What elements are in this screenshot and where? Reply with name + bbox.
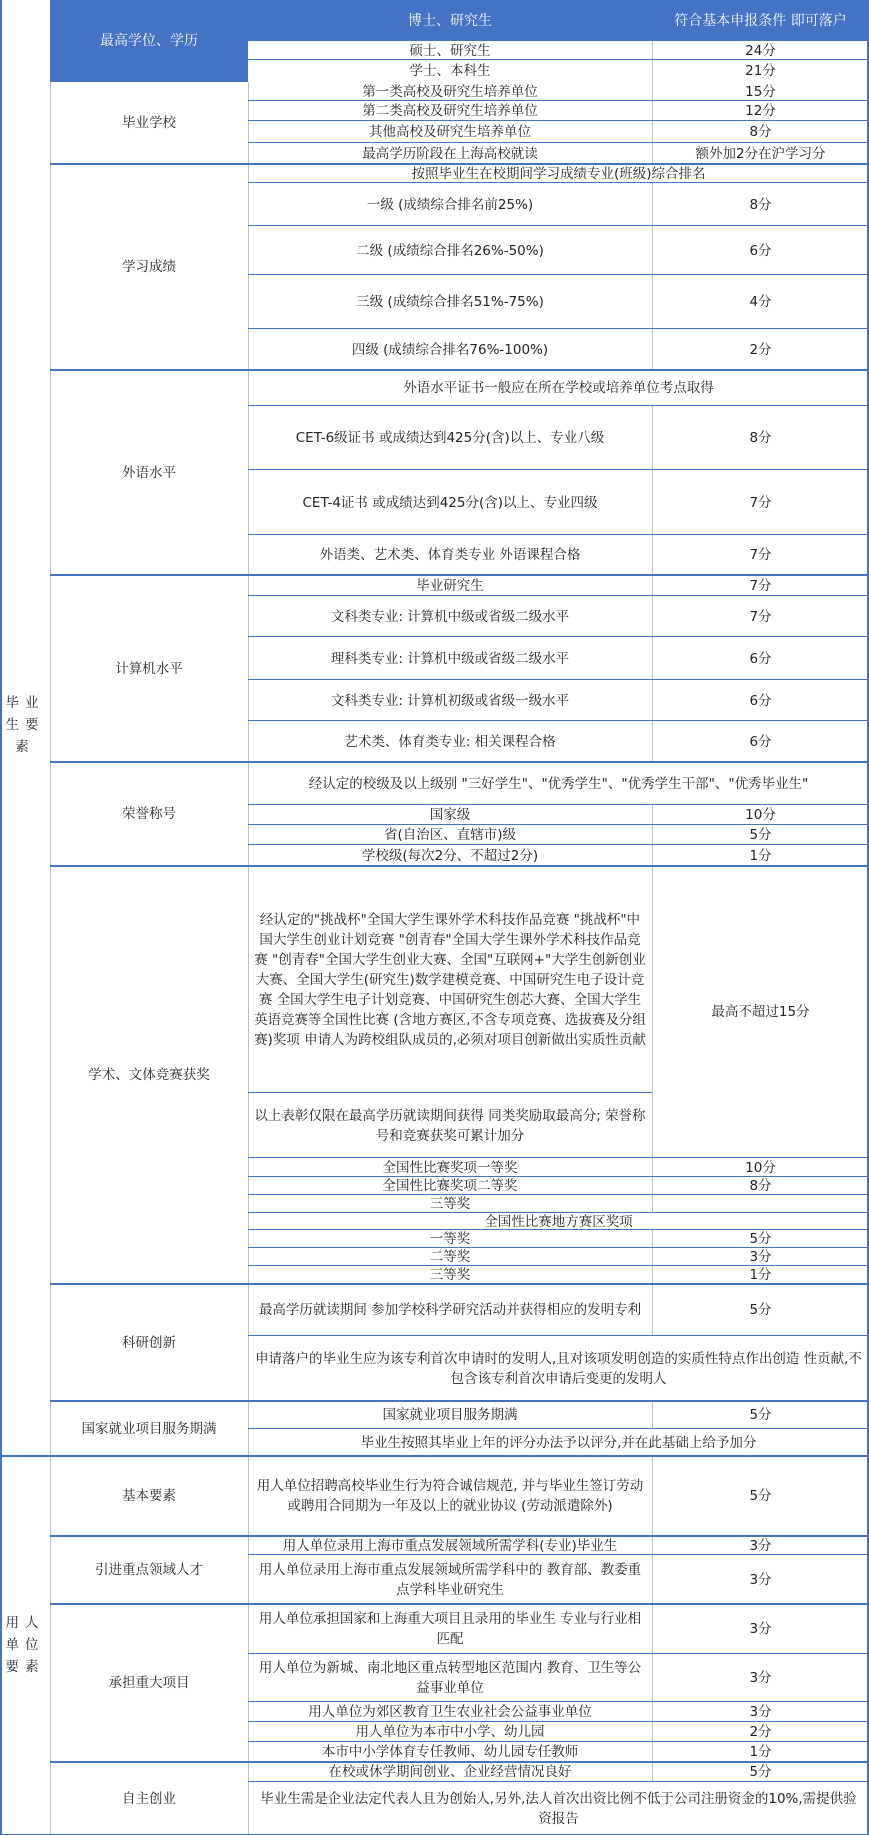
school-desc: 第一类高校及研究生培养单位 (362, 83, 538, 100)
research-score: 5分 (749, 1302, 772, 1318)
research-desc: 最高学历就读期间 参加学校科学研究活动并获得相应的发明专利 (258, 1302, 642, 1318)
contest-regional-score: 5分 (749, 1231, 772, 1247)
language-desc: CET-6级证书 或成绩达到425分(含)以上、专业八级 (295, 430, 605, 446)
talent-desc: 用人单位录用上海市重点发展领域所需学科中的 教育部、教委重点学科毕业研究生 (258, 1561, 642, 1598)
category-school: 毕业学校 (122, 115, 176, 131)
contest-national-desc: 三等奖 (429, 1196, 471, 1212)
computer-desc: 理科类专业: 计算机中级或省级二级水平 (330, 650, 570, 667)
header-desc-master: 硕士、研究生 (409, 42, 491, 59)
computer-score: 6分 (749, 650, 772, 667)
contest-cap: 最高不超过15分 (711, 1004, 810, 1020)
grades-note: 按照毕业生在校期间学习成绩专业(班级)综合排名 (411, 165, 706, 182)
category-project: 承担重大项目 (108, 1675, 190, 1691)
honor-score: 10分 (745, 807, 776, 823)
contest-regional-desc: 三等奖 (429, 1267, 471, 1283)
project-desc: 本市中小学体育专任教师、幼儿园专任教师 (321, 1744, 579, 1760)
project-desc: 用人单位为郊区教育卫生农业社会公益事业单位 (308, 1704, 592, 1720)
honor-score: 1分 (749, 847, 772, 864)
basic-desc: 用人单位招聘高校毕业生行为符合诚信规范, 并与毕业生签订劳动或聘用合同期为一年及以上的就业协议 (劳动派遣除外) (256, 1478, 644, 1514)
language-desc: CET-4证书 或成绩达到425分(含)以上、专业四级 (302, 494, 598, 511)
contest-national-score (652, 1195, 869, 1213)
grades-desc: 一级 (成绩综合排名前25%) (366, 196, 534, 213)
contest-regional-title: 全国性比赛地方赛区奖项 (484, 1213, 633, 1230)
language-score: 7分 (749, 494, 772, 511)
grades-score: 2分 (749, 341, 772, 358)
project-desc: 用人单位为本市中小学、幼儿园 (355, 1724, 545, 1740)
honor-desc: 省(自治区、直辖市)级 (383, 827, 517, 843)
contest-regional-desc: 一等奖 (429, 1231, 471, 1247)
service-score: 5分 (749, 1407, 772, 1423)
section-graduate-factors: 毕业生要素 (5, 695, 45, 755)
grades-desc: 四级 (成绩综合排名76%-100%) (351, 341, 549, 358)
language-score: 7分 (749, 547, 772, 563)
grades-score: 6分 (749, 242, 772, 259)
talent-score: 3分 (749, 1537, 772, 1554)
school-score: 额外加2分在沪学习分 (695, 145, 826, 162)
computer-desc: 毕业研究生 (416, 577, 484, 594)
talent-score: 3分 (749, 1571, 772, 1588)
category-language: 外语水平 (122, 464, 176, 481)
startup-desc: 在校或休学期间创业、企业经营情况良好 (328, 1764, 572, 1780)
service-note: 毕业生按照其毕业上年的评分办法予以评分,并在此基础上给予加分 (360, 1434, 757, 1451)
honor-note: 经认定的校级及以上级别 "三好学生"、"优秀学生"、"优秀学生干部"、"优秀毕业生" (308, 775, 809, 792)
contest-intro: 经认定的"挑战杯"全国大学生课外学术科技作品竞赛 "挑战杯"中国大学生创业计划竞赛 "创青春"全国大学生课外学术科技作品竞赛 "创青春"全国大学生创业大赛、全国"互联网+"大学生创新创业大赛、全国大学生(研究生)数学建模竞赛、中国研究生电子设计竞赛 全国大学生电子计划竞赛、中国研究生创芯大赛、全国大学生英语竞赛等全国性比赛 (含地方赛区,不含专项竞赛、选拔赛及分组赛)奖项 申请人为跨校组队成员的,必须对项目创新做出实质性贡献 (254, 911, 646, 1048)
computer-desc: 文科类专业: 计算机初级或省级一级水平 (330, 692, 570, 709)
computer-score: 7分 (749, 608, 772, 625)
grades-desc: 二级 (成绩综合排名26%-50%) (356, 242, 544, 259)
header-score-master: 24分 (745, 42, 776, 59)
section-employer-factors: 用人单位要素 (5, 1615, 45, 1675)
computer-score: 6分 (749, 692, 772, 709)
school-score: 12分 (745, 103, 776, 119)
contest-note: 以上表彰仅限在最高学历就读期间获得 同类奖励取最高分; 荣誉称号和竞赛获奖可累计加分 (254, 1107, 646, 1144)
category-research: 科研创新 (122, 1334, 176, 1351)
honor-desc: 国家级 (429, 807, 471, 823)
startup-score: 5分 (749, 1764, 772, 1780)
language-note: 外语水平证书一般应在所在学校或培养单位考点取得 (403, 380, 714, 396)
header-desc-bachelor: 学士、本科生 (409, 63, 491, 79)
header-score-bachelor: 21分 (745, 63, 776, 79)
header-desc-phd: 博士、研究生 (248, 0, 652, 41)
header-category: 最高学位、学历 (50, 0, 248, 82)
contest-national-score: 8分 (749, 1178, 772, 1194)
contest-national-score: 10分 (745, 1159, 776, 1176)
category-contest: 学术、文体竞赛获奖 (88, 1067, 210, 1083)
research-note: 申请落户的毕业生应为该专利首次申请时的发明人,且对该项发明创造的实质性特点作出创造 性贡献,不包含该专利首次申请后变更的发明人 (255, 1350, 862, 1387)
computer-desc: 艺术类、体育类专业: 相关课程合格 (344, 733, 556, 750)
language-score: 8分 (749, 430, 772, 446)
category-startup: 自主创业 (122, 1790, 176, 1807)
computer-desc: 文科类专业: 计算机中级或省级二级水平 (330, 608, 570, 625)
school-score: 8分 (749, 124, 772, 140)
talent-desc: 用人单位录用上海市重点发展领域所需学科(专业)毕业生 (282, 1537, 618, 1554)
contest-national-desc: 全国性比赛奖项二等奖 (382, 1178, 518, 1194)
header-score-phd: 符合基本申报条件 即可落户 (652, 0, 869, 41)
service-desc: 国家就业项目服务期满 (382, 1407, 518, 1423)
contest-regional-score: 3分 (749, 1249, 772, 1265)
category-service: 国家就业项目服务期满 (81, 1420, 217, 1437)
school-desc: 最高学历阶段在上海高校就读 (362, 145, 538, 162)
category-honor: 荣誉称号 (122, 806, 176, 822)
contest-regional-desc: 二等奖 (429, 1249, 471, 1265)
startup-note: 毕业生需是企业法定代表人且为创始人,另外,法人首次出资比例不低于公司注册资金的10%,需提供验资报告 (260, 1790, 857, 1827)
grades-score: 8分 (749, 196, 772, 213)
project-score: 3分 (749, 1670, 772, 1686)
project-desc: 用人单位承担国家和上海重大项目且录用的毕业生 专业与行业相匹配 (258, 1611, 642, 1647)
school-desc: 其他高校及研究生培养单位 (369, 124, 531, 140)
project-desc: 用人单位为新城、南北地区重点转型地区范围内 教育、卫生等公益事业单位 (258, 1660, 642, 1696)
computer-score: 7分 (749, 577, 772, 594)
school-score: 15分 (745, 83, 776, 100)
contest-national-desc: 全国性比赛奖项一等奖 (382, 1159, 518, 1176)
honor-desc: 学校级(每次2分、不超过2分) (361, 847, 539, 864)
school-desc: 第二类高校及研究生培养单位 (362, 103, 538, 119)
computer-score: 6分 (749, 733, 772, 750)
grades-score: 4分 (749, 294, 772, 310)
project-score: 3分 (749, 1621, 772, 1637)
project-score: 1分 (749, 1744, 772, 1760)
project-score: 3分 (749, 1704, 772, 1720)
category-grades: 学习成绩 (122, 259, 176, 275)
grades-desc: 三级 (成绩综合排名51%-75%) (356, 294, 544, 310)
honor-score: 5分 (749, 827, 772, 843)
project-score: 2分 (749, 1724, 772, 1740)
contest-regional-score: 1分 (749, 1267, 772, 1283)
language-desc: 外语类、艺术类、体育类专业 外语课程合格 (319, 547, 581, 563)
category-talent: 引进重点领域人才 (95, 1562, 203, 1578)
category-computer: 计算机水平 (115, 660, 183, 677)
basic-score: 5分 (749, 1488, 772, 1504)
category-basic: 基本要素 (122, 1488, 176, 1504)
